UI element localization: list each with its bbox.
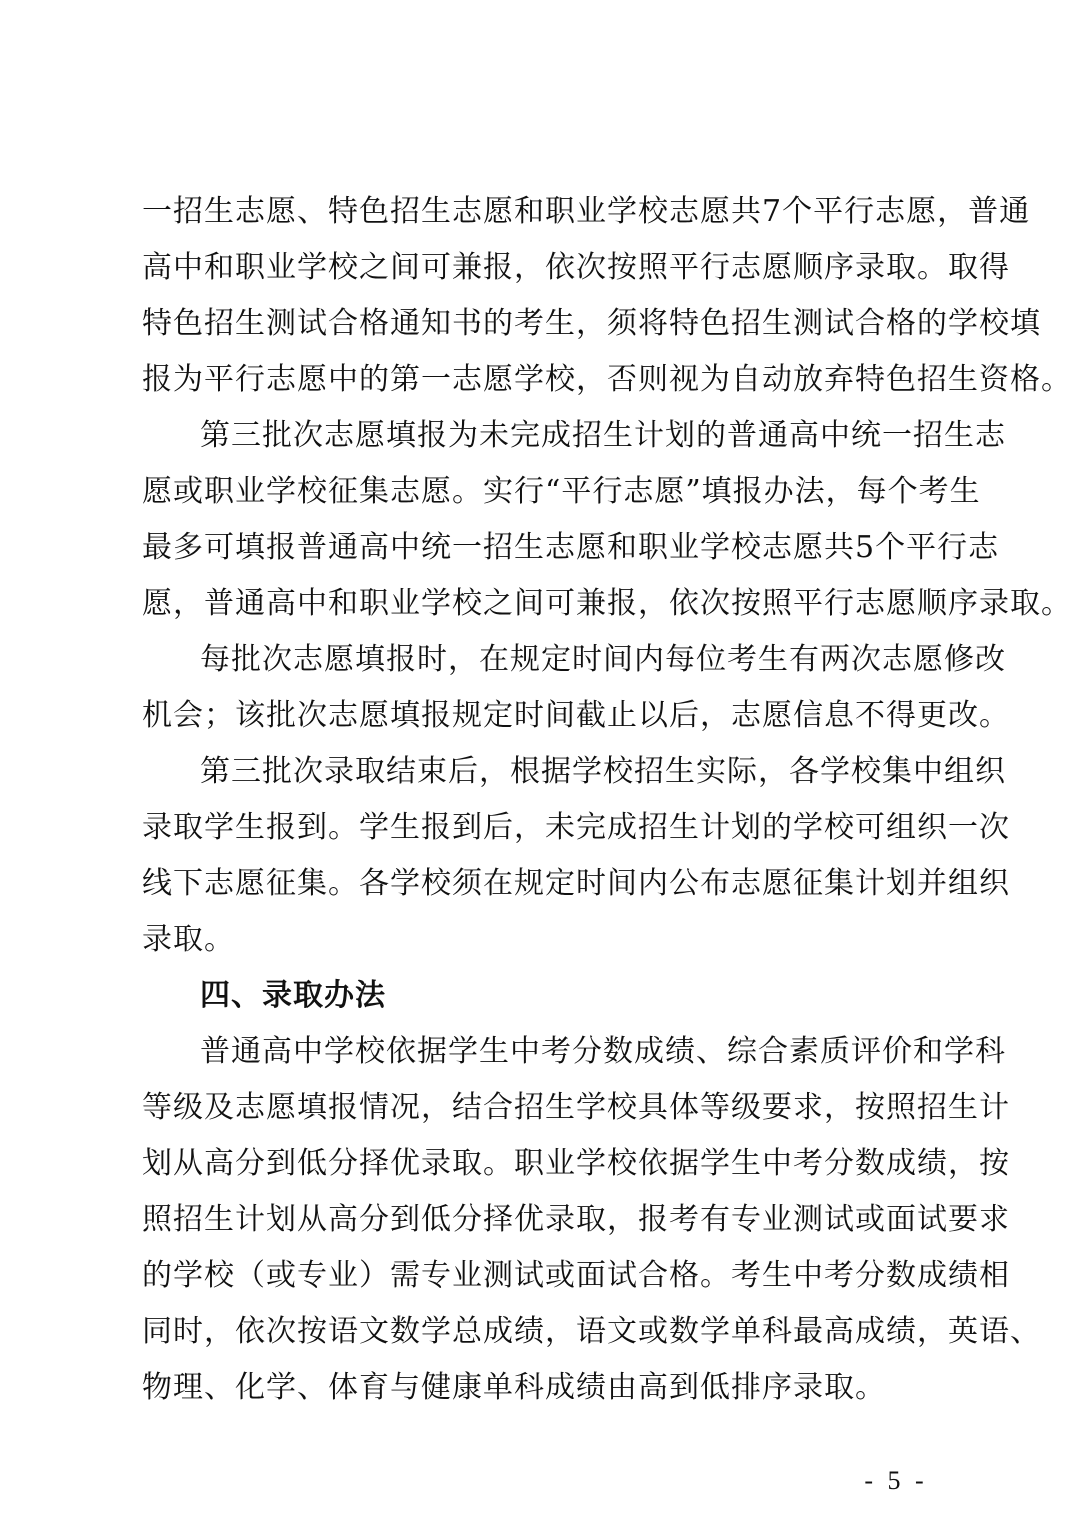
paragraph-line: 愿，普通高中和职业学校之间可兼报，依次按照平行志愿顺序录取。 [142, 586, 1072, 621]
paragraph-line: 录取学生报到。学生报到后，未完成招生计划的学校可组织一次 [142, 810, 1010, 845]
paragraph-line: 第三批次志愿填报为未完成招生计划的普通高中统一招生志 [200, 418, 1006, 453]
paragraph-line: 普通高中学校依据学生中考分数成绩、综合素质评价和学科 [200, 1034, 1006, 1069]
paragraph-line: 特色招生测试合格通知书的考生，须将特色招生测试合格的学校填 [142, 306, 1041, 341]
paragraph-line: 高中和职业学校之间可兼报，依次按照平行志愿顺序录取。取得 [142, 250, 1010, 285]
paragraph-line: 录取。 [142, 922, 235, 957]
paragraph-line: 等级及志愿填报情况，结合招生学校具体等级要求，按照招生计 [142, 1090, 1010, 1125]
paragraph-line: 机会；该批次志愿填报规定时间截止以后，志愿信息不得更改。 [142, 698, 1010, 733]
paragraph-line: 线下志愿征集。各学校须在规定时间内公布志愿征集计划并组织 [142, 866, 1010, 901]
paragraph-line: 愿或职业学校征集志愿。实行“平行志愿”填报办法，每个考生 [142, 474, 981, 509]
section-heading: 四、录取办法 [200, 978, 386, 1013]
paragraph-line: 一招生志愿、特色招生志愿和职业学校志愿共7个平行志愿，普通 [142, 194, 1031, 229]
paragraph-line: 的学校（或专业）需专业测试或面试合格。考生中考分数成绩相 [142, 1258, 1010, 1293]
paragraph-line: 第三批次录取结束后，根据学校招生实际，各学校集中组织 [200, 754, 1006, 789]
paragraph-line: 物理、化学、体育与健康单科成绩由高到低排序录取。 [142, 1370, 886, 1405]
paragraph-line: 每批次志愿填报时，在规定时间内每位考生有两次志愿修改 [200, 642, 1006, 677]
paragraph-line: 划从高分到低分择优录取。职业学校依据学生中考分数成绩，按 [142, 1146, 1010, 1181]
paragraph-line: 照招生计划从高分到低分择优录取，报考有专业测试或面试要求 [142, 1202, 1010, 1237]
paragraph-line: 同时，依次按语文数学总成绩，语文或数学单科最高成绩，英语、 [142, 1314, 1041, 1349]
page-number: - 5 - [864, 1466, 928, 1495]
paragraph-line: 报为平行志愿中的第一志愿学校，否则视为自动放弃特色招生资格。 [142, 362, 1072, 397]
paragraph-line: 最多可填报普通高中统一招生志愿和职业学校志愿共5个平行志 [142, 530, 1000, 565]
